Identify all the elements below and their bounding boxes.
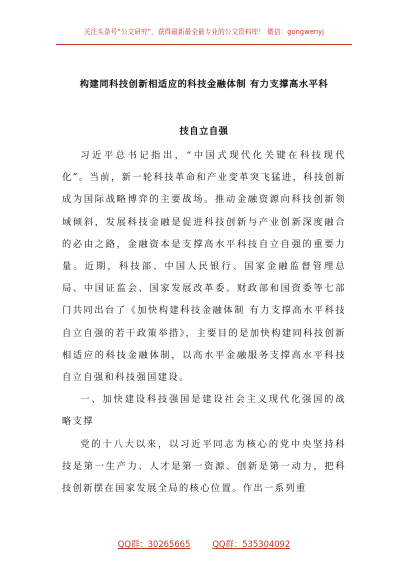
qq-group-2-link[interactable]: QQ群：535304092 bbox=[212, 539, 291, 549]
document-title-line-2: 技自立自强 bbox=[179, 126, 229, 137]
header-divider bbox=[56, 44, 352, 45]
paragraph-section-1: 党的十八大以来，以习近平同志为核心的党中央坚持科技是第一生产力、人才是第一资源、创新是第一动力，把科技创新摆在国家发展全局的核心位置。作出一系列重 bbox=[62, 438, 346, 495]
document-body bbox=[62, 145, 346, 500]
qq-group-1-link[interactable]: QQ群：30265665 bbox=[117, 539, 191, 549]
header-note: 关注头条号“公文研究”，获得最新最全最专业的公文资料库！ 微信：gongwenyj bbox=[83, 28, 325, 36]
document-title-line-1: 构建同科技创新相适应的科技金融体制 有力支撑高水平科 bbox=[79, 79, 329, 90]
section-heading-1: 一、加快建设科技强国是建设社会主义现代化强国的战略支撑 bbox=[62, 394, 346, 428]
footer bbox=[0, 538, 408, 550]
paragraph-intro: 习近平总书记指出，“中国式现代化关键在科技现代化”。当前，新一轮科技革命和产业变革突飞猛进，科技创新成为国际战略博弈的主要战场。推动金融资源向科技创新领域倾斜，发展科技金融是促进科技创新与产业创新深度融合的必由之路，金融资本是支撑高水平科技自立自强的重要力量。近期，科技部、中国人民银行、国家金融监督管理总局、中国证监会、国家发展改革委、财政部和国资委等七部门共同出台了《加快构建科技金融体制 有力支撑高水平科技自立自强的若干政策举措》，主要目的是加快构建同科技创新相适应的科技金融体制，以高水平金融服务支撑高水平科技自立自强和科技强国建设。 bbox=[62, 150, 346, 384]
